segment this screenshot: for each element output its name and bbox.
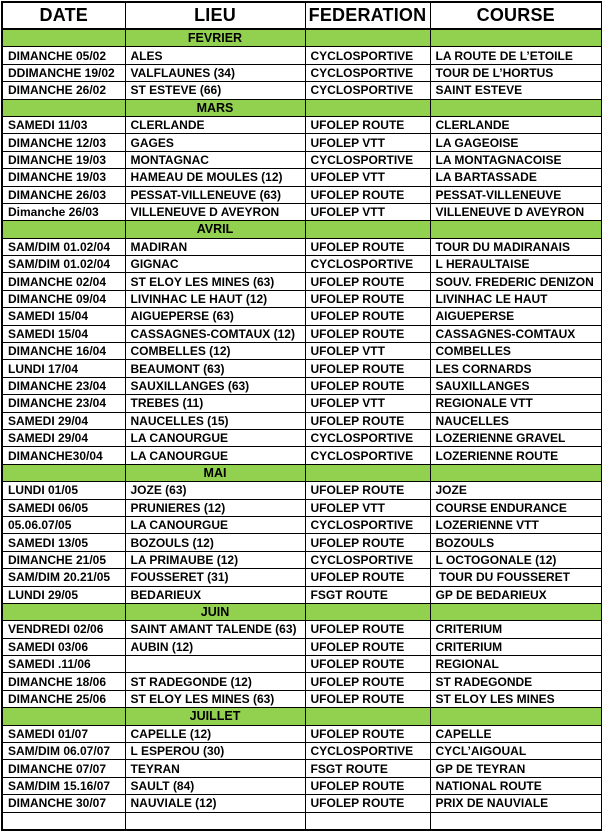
table-body — [2, 29, 602, 830]
federation-cell: UFOLEP ROUTE — [305, 656, 430, 673]
course-cell: GP DE BEDARIEUX — [430, 586, 602, 603]
course-cell: LA GAGEOISE — [430, 134, 602, 151]
table-row — [2, 760, 602, 777]
date-cell: DIMANCHE 12/03 — [2, 134, 125, 151]
date-cell: DIMANCHE 21/05 — [2, 551, 125, 568]
table-row — [2, 795, 602, 812]
table-row — [2, 673, 602, 690]
federation-cell: UFOLEP ROUTE — [305, 186, 430, 203]
federation-cell: UFOLEP VTT — [305, 169, 430, 186]
date-cell: 05.06.07/05 — [2, 516, 125, 533]
date-cell: SAMEDI 03/06 — [2, 638, 125, 655]
lieu-cell: CLERLANDE — [125, 116, 305, 133]
lieu-cell: JOZE (63) — [125, 482, 305, 499]
federation-cell: UFOLEP ROUTE — [305, 377, 430, 394]
date-cell: SAMEDI 29/04 — [2, 412, 125, 429]
date-cell: SAM/DIM 01.02/04 — [2, 238, 125, 255]
course-cell: COURSE ENDURANCE — [430, 499, 602, 516]
date-cell: DIMANCHE30/04 — [2, 447, 125, 464]
header-row — [2, 2, 602, 29]
month-row-cell — [2, 221, 125, 238]
lieu-cell: NAUVIALE (12) — [125, 795, 305, 812]
date-cell: DIMANCHE 26/03 — [2, 186, 125, 203]
table-row — [2, 116, 602, 133]
lieu-cell: CAPELLE (12) — [125, 725, 305, 742]
federation-cell: UFOLEP ROUTE — [305, 690, 430, 707]
lieu-cell: LA CANOURGUE — [125, 429, 305, 446]
lieu-cell: LA CANOURGUE — [125, 516, 305, 533]
table-row — [2, 656, 602, 673]
lieu-cell: SAULT (84) — [125, 777, 305, 794]
lieu-cell: PRUNIERES (12) — [125, 499, 305, 516]
federation-cell: UFOLEP ROUTE — [305, 238, 430, 255]
federation-cell: UFOLEP ROUTE — [305, 412, 430, 429]
federation-cell: CYCLOSPORTIVE — [305, 64, 430, 81]
federation-cell: CYCLOSPORTIVE — [305, 151, 430, 168]
federation-cell: FSGT ROUTE — [305, 586, 430, 603]
lieu-cell: PESSAT-VILLENEUVE (63) — [125, 186, 305, 203]
course-cell: CYCL’AIGOUAL — [430, 743, 602, 760]
date-cell: DIMANCHE 23/04 — [2, 377, 125, 394]
month-label: FEVRIER — [125, 29, 305, 47]
course-cell: CRITERIUM — [430, 638, 602, 655]
federation-cell: UFOLEP ROUTE — [305, 673, 430, 690]
federation-cell: UFOLEP ROUTE — [305, 621, 430, 638]
table-row — [2, 551, 602, 568]
table-row — [2, 499, 602, 516]
table-row — [2, 429, 602, 446]
federation-cell: UFOLEP ROUTE — [305, 290, 430, 307]
table-row — [2, 569, 602, 586]
month-label: MARS — [125, 99, 305, 116]
course-cell: SAINT ESTEVE — [430, 82, 602, 99]
table-row — [2, 186, 602, 203]
table-row — [2, 395, 602, 412]
federation-cell: UFOLEP ROUTE — [305, 308, 430, 325]
course-cell: GP DE TEYRAN — [430, 760, 602, 777]
date-cell: SAMEDI 13/05 — [2, 534, 125, 551]
date-cell: SAM/DIM 01.02/04 — [2, 256, 125, 273]
federation-cell: UFOLEP ROUTE — [305, 360, 430, 377]
table-row — [2, 203, 602, 220]
date-cell: DIMANCHE 02/04 — [2, 273, 125, 290]
table-row — [2, 516, 602, 533]
course-cell: LOZERIENNE GRAVEL — [430, 429, 602, 446]
table-row — [2, 308, 602, 325]
course-cell: BOZOULS — [430, 534, 602, 551]
lieu-cell: LA CANOURGUE — [125, 447, 305, 464]
date-cell: DIMANCHE 18/06 — [2, 673, 125, 690]
date-cell: SAMEDI 15/04 — [2, 308, 125, 325]
date-cell: DIMANCHE 19/03 — [2, 151, 125, 168]
federation-cell: CYCLOSPORTIVE — [305, 82, 430, 99]
table-row — [2, 134, 602, 151]
date-cell: DIMANCHE 26/02 — [2, 82, 125, 99]
date-cell: LUNDI 01/05 — [2, 482, 125, 499]
course-cell: CAPELLE — [430, 725, 602, 742]
course-cell: SOUV. FREDERIC DENIZON — [430, 273, 602, 290]
month-label: JUILLET — [125, 708, 305, 725]
column-header-federation: FEDERATION — [305, 2, 430, 29]
table-row — [2, 412, 602, 429]
table-row — [2, 47, 602, 64]
federation-cell: UFOLEP ROUTE — [305, 534, 430, 551]
date-cell: DIMANCHE 07/07 — [2, 760, 125, 777]
month-row-juin — [2, 603, 602, 620]
course-cell: CASSAGNES-COMTAUX — [430, 325, 602, 342]
federation-cell: CYCLOSPORTIVE — [305, 47, 430, 64]
course-cell: ST ELOY LES MINES — [430, 690, 602, 707]
federation-cell: UFOLEP ROUTE — [305, 569, 430, 586]
month-row-cell — [305, 29, 430, 47]
table-row — [2, 534, 602, 551]
federation-cell: FSGT ROUTE — [305, 760, 430, 777]
month-row-cell — [305, 603, 430, 620]
date-cell: SAMEDI 15/04 — [2, 325, 125, 342]
federation-cell: UFOLEP ROUTE — [305, 638, 430, 655]
month-row-cell — [430, 99, 602, 116]
race-calendar-table — [1, 1, 602, 831]
lieu-cell: LIVINHAC LE HAUT (12) — [125, 290, 305, 307]
month-row-mai — [2, 464, 602, 481]
lieu-cell: BEDARIEUX — [125, 586, 305, 603]
month-label: AVRIL — [125, 221, 305, 238]
lieu-cell: BEAUMONT (63) — [125, 360, 305, 377]
federation-cell: UFOLEP VTT — [305, 499, 430, 516]
empty-cell — [305, 812, 430, 830]
column-header-date: DATE — [2, 2, 125, 29]
lieu-cell: ST ESTEVE (66) — [125, 82, 305, 99]
date-cell: DIMANCHE 09/04 — [2, 290, 125, 307]
course-cell: COMBELLES — [430, 343, 602, 360]
month-row-cell — [305, 708, 430, 725]
lieu-cell: TREBES (11) — [125, 395, 305, 412]
course-cell: TOUR DU FOUSSERET — [430, 569, 602, 586]
month-label: MAI — [125, 464, 305, 481]
table-row — [2, 325, 602, 342]
month-row-cell — [305, 221, 430, 238]
empty-cell — [2, 812, 125, 830]
table-row — [2, 638, 602, 655]
date-cell: SAM/DIM 20.21/05 — [2, 569, 125, 586]
month-row-mars — [2, 99, 602, 116]
course-cell: LIVINHAC LE HAUT — [430, 290, 602, 307]
lieu-cell: HAMEAU DE MOULES (12) — [125, 169, 305, 186]
month-row-cell — [305, 99, 430, 116]
lieu-cell: MONTAGNAC — [125, 151, 305, 168]
month-row-cell — [305, 464, 430, 481]
federation-cell: CYCLOSPORTIVE — [305, 551, 430, 568]
table-row — [2, 238, 602, 255]
date-cell: SAMEDI 01/07 — [2, 725, 125, 742]
table-row — [2, 343, 602, 360]
date-cell: Dimanche 26/03 — [2, 203, 125, 220]
month-row-avril — [2, 221, 602, 238]
lieu-cell: TEYRAN — [125, 760, 305, 777]
month-row-cell — [2, 29, 125, 47]
column-header-lieu: LIEU — [125, 2, 305, 29]
month-label: JUIN — [125, 603, 305, 620]
lieu-cell: LA PRIMAUBE (12) — [125, 551, 305, 568]
course-cell: VILLENEUVE D AVEYRON — [430, 203, 602, 220]
course-cell: REGIONALE VTT — [430, 395, 602, 412]
date-cell: DIMANCHE 30/07 — [2, 795, 125, 812]
date-cell: DDIMANCHE 19/02 — [2, 64, 125, 81]
lieu-cell: VILLENEUVE D AVEYRON — [125, 203, 305, 220]
month-row-cell — [430, 221, 602, 238]
course-cell: NATIONAL ROUTE — [430, 777, 602, 794]
table-row — [2, 169, 602, 186]
empty-cell — [430, 812, 602, 830]
course-cell: REGIONAL — [430, 656, 602, 673]
course-cell: ST RADEGONDE — [430, 673, 602, 690]
lieu-cell: ST ELOY LES MINES (63) — [125, 690, 305, 707]
date-cell: SAMEDI 06/05 — [2, 499, 125, 516]
lieu-cell: SAINT AMANT TALENDE (63) — [125, 621, 305, 638]
course-cell: L OCTOGONALE (12) — [430, 551, 602, 568]
lieu-cell: GAGES — [125, 134, 305, 151]
month-row-cell — [430, 464, 602, 481]
table-row — [2, 377, 602, 394]
month-row-fevrier — [2, 29, 602, 47]
empty-row — [2, 812, 602, 830]
lieu-cell: NAUCELLES (15) — [125, 412, 305, 429]
course-cell: CLERLANDE — [430, 116, 602, 133]
month-row-cell — [2, 603, 125, 620]
course-cell: PESSAT-VILLENEUVE — [430, 186, 602, 203]
federation-cell: CYCLOSPORTIVE — [305, 429, 430, 446]
table-row — [2, 743, 602, 760]
federation-cell: UFOLEP VTT — [305, 343, 430, 360]
lieu-cell: FOUSSERET (31) — [125, 569, 305, 586]
lieu-cell: AIGUEPERSE (63) — [125, 308, 305, 325]
date-cell: DIMANCHE 19/03 — [2, 169, 125, 186]
course-cell: LOZERIENNE VTT — [430, 516, 602, 533]
empty-cell — [125, 812, 305, 830]
federation-cell: UFOLEP ROUTE — [305, 482, 430, 499]
federation-cell: UFOLEP ROUTE — [305, 325, 430, 342]
course-cell: SAUXILLANGES — [430, 377, 602, 394]
course-cell: PRIX DE NAUVIALE — [430, 795, 602, 812]
table-row — [2, 482, 602, 499]
date-cell: SAMEDI 29/04 — [2, 429, 125, 446]
table-row — [2, 82, 602, 99]
table-row — [2, 290, 602, 307]
table-row — [2, 360, 602, 377]
date-cell: SAM/DIM 15.16/07 — [2, 777, 125, 794]
federation-cell: UFOLEP VTT — [305, 395, 430, 412]
course-cell: TOUR DU MADIRANAIS — [430, 238, 602, 255]
federation-cell: CYCLOSPORTIVE — [305, 447, 430, 464]
table-header — [2, 2, 602, 29]
month-row-cell — [430, 29, 602, 47]
date-cell: DIMANCHE 05/02 — [2, 47, 125, 64]
table-row — [2, 586, 602, 603]
federation-cell: UFOLEP ROUTE — [305, 795, 430, 812]
lieu-cell: ST ELOY LES MINES (63) — [125, 273, 305, 290]
date-cell: SAMEDI .11/06 — [2, 656, 125, 673]
lieu-cell: VALFLAUNES (34) — [125, 64, 305, 81]
table-row — [2, 256, 602, 273]
course-cell: LA BARTASSADE — [430, 169, 602, 186]
lieu-cell: L ESPEROU (30) — [125, 743, 305, 760]
date-cell: VENDREDI 02/06 — [2, 621, 125, 638]
federation-cell: CYCLOSPORTIVE — [305, 516, 430, 533]
month-row-cell — [2, 464, 125, 481]
lieu-cell: COMBELLES (12) — [125, 343, 305, 360]
table-row — [2, 725, 602, 742]
federation-cell: UFOLEP ROUTE — [305, 116, 430, 133]
lieu-cell — [125, 656, 305, 673]
lieu-cell: AUBIN (12) — [125, 638, 305, 655]
lieu-cell: ST RADEGONDE (12) — [125, 673, 305, 690]
federation-cell: UFOLEP VTT — [305, 134, 430, 151]
course-cell: CRITERIUM — [430, 621, 602, 638]
course-cell: LES CORNARDS — [430, 360, 602, 377]
month-row-cell — [430, 603, 602, 620]
table-row — [2, 777, 602, 794]
federation-cell: UFOLEP ROUTE — [305, 725, 430, 742]
date-cell: SAMEDI 11/03 — [2, 116, 125, 133]
lieu-cell: MADIRAN — [125, 238, 305, 255]
month-row-juillet — [2, 708, 602, 725]
month-row-cell — [2, 99, 125, 116]
federation-cell: UFOLEP ROUTE — [305, 273, 430, 290]
column-header-course: COURSE — [430, 2, 602, 29]
federation-cell: UFOLEP ROUTE — [305, 777, 430, 794]
date-cell: LUNDI 29/05 — [2, 586, 125, 603]
month-row-cell — [2, 708, 125, 725]
lieu-cell: ALES — [125, 47, 305, 64]
date-cell: DIMANCHE 23/04 — [2, 395, 125, 412]
lieu-cell: CASSAGNES-COMTAUX (12) — [125, 325, 305, 342]
federation-cell: CYCLOSPORTIVE — [305, 743, 430, 760]
lieu-cell: BOZOULS (12) — [125, 534, 305, 551]
lieu-cell: GIGNAC — [125, 256, 305, 273]
date-cell: DIMANCHE 25/06 — [2, 690, 125, 707]
course-cell: AIGUEPERSE — [430, 308, 602, 325]
table-row — [2, 273, 602, 290]
course-cell: TOUR DE L’HORTUS — [430, 64, 602, 81]
course-cell: LOZERIENNE ROUTE — [430, 447, 602, 464]
federation-cell: UFOLEP VTT — [305, 203, 430, 220]
course-cell: NAUCELLES — [430, 412, 602, 429]
table-row — [2, 64, 602, 81]
lieu-cell: SAUXILLANGES (63) — [125, 377, 305, 394]
table-row — [2, 447, 602, 464]
course-cell: JOZE — [430, 482, 602, 499]
table-row — [2, 690, 602, 707]
course-cell: L HERAULTAISE — [430, 256, 602, 273]
course-cell: LA ROUTE DE L’ETOILE — [430, 47, 602, 64]
month-row-cell — [430, 708, 602, 725]
federation-cell: CYCLOSPORTIVE — [305, 256, 430, 273]
table-row — [2, 151, 602, 168]
date-cell: LUNDI 17/04 — [2, 360, 125, 377]
date-cell: SAM/DIM 06.07/07 — [2, 743, 125, 760]
table-row — [2, 621, 602, 638]
date-cell: DIMANCHE 16/04 — [2, 343, 125, 360]
course-cell: LA MONTAGNACOISE — [430, 151, 602, 168]
